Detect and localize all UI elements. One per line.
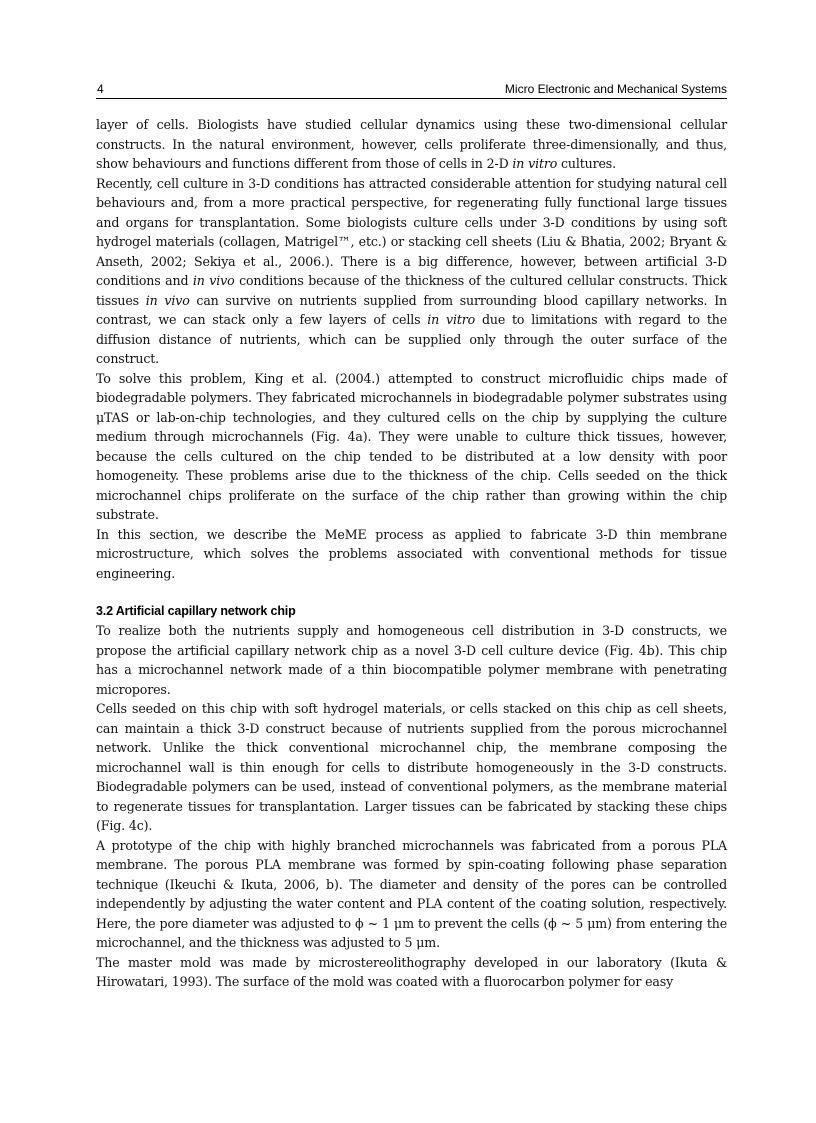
paragraph: Cells seeded on this chip with soft hydrogel materials, or cells stacked on this chip as cell sheets, can maintain a thick 3-D construct because of nutrients supplied from the porous microchannel network. Unlike the thick conventional microchannel chip, the membrane composing the microchannel wall is thin enough for cells to distribute homogeneously in the 3-D constructs. Biodegradable polymers can be used, instead of conventional polymers, as the membrane material to regenerate tissues for transplantation. Larger tissues can be fabricated by stacking these chips (Fig. 4c).	[96, 701, 727, 833]
page-number: 4	[97, 82, 104, 96]
body-text	[96, 115, 727, 992]
paragraph: To solve this problem, King et al. (2004.) attempted to construct microfluidic chips made of biodegradable polymers. They fabricated microchannels in biodegradable polymer substrates using μTAS or lab-on-chip technologies, and they cultured cells on the chip by supplying the culture medium through microchannels (Fig. 4a). They were unable to culture thick tissues, however, because the cells cultured on the chip tended to be distributed at a low density with poor homogeneity. These problems arise due to the thickness of the chip. Cells seeded on the thick microchannel chips proliferate on the surface of the chip rather than growing within the chip substrate.	[96, 370, 727, 522]
paragraph: To realize both the nutrients supply and homogeneous cell distribution in 3-D constructs, we propose the artificial capillary network chip as a novel 3-D cell culture device (Fig. 4b). This chip has a microchannel network made of a thin biocompatible polymer membrane with penetrating micropores.	[96, 623, 727, 697]
running-title: Micro Electronic and Mechanical Systems	[504, 82, 727, 96]
paragraph: The master mold was made by microstereolithography developed in our laboratory (Ikuta & Hirowatari, 1993). The surface of the mold was coated with a fluorocarbon polymer for easy	[96, 954, 727, 989]
section-heading: 3.2 Artificial capillary network chip	[96, 604, 296, 618]
paragraph: Recently, cell culture in 3-D conditions has attracted considerable attention for studying natural cell behaviours and, from a more practical perspective, for regenerating fully functional large tissues and organs for transplantation. Some biologists culture cells under 3-D conditions by using soft hydrogel materials (collagen, Matrigel™, etc.) or stacking cell sheets (Liu & Bhatia, 2002; Bryant & Anseth, 2002; Sekiya et al., 2006.). There is a big difference, however, between artificial 3-D conditions and in vivo conditions because of the thickness of the cultured cellular constructs. Thick tissues in vivo can survive on nutrients supplied from surrounding blood capillary networks. In contrast, we can stack only a few layers of cells in vitro due to limitations with regard to the diffusion distance of nutrients, which can be supplied only through the outer surface of the construct.	[96, 175, 728, 366]
paragraph: In this section, we describe the MeME process as applied to fabricate 3-D thin membrane microstructure, which solves the problems associated with conventional methods for tissue engineering.	[96, 526, 727, 581]
running-header	[96, 80, 727, 99]
paragraph: A prototype of the chip with highly branched microchannels was fabricated from a porous PLA membrane. The porous PLA membrane was formed by spin-coating following phase separation technique (Ikeuchi & Ikuta, 2006, b). The diameter and density of the pores can be controlled independently by adjusting the water content and PLA content of the coating solution, respectively. Here, the pore diameter was adjusted to ϕ ~ 1 μm to prevent the cells (ϕ ~ 5 μm) from entering the microchannel, and the thickness was adjusted to 5 μm.	[96, 837, 727, 950]
paragraph: layer of cells. Biologists have studied cellular dynamics using these two-dimensional cellular constructs. In the natural environment, however, cells proliferate three-dimensionally, and thus, show behaviours and functions different from those of cells in 2-D in vitro cultures.	[96, 117, 727, 171]
